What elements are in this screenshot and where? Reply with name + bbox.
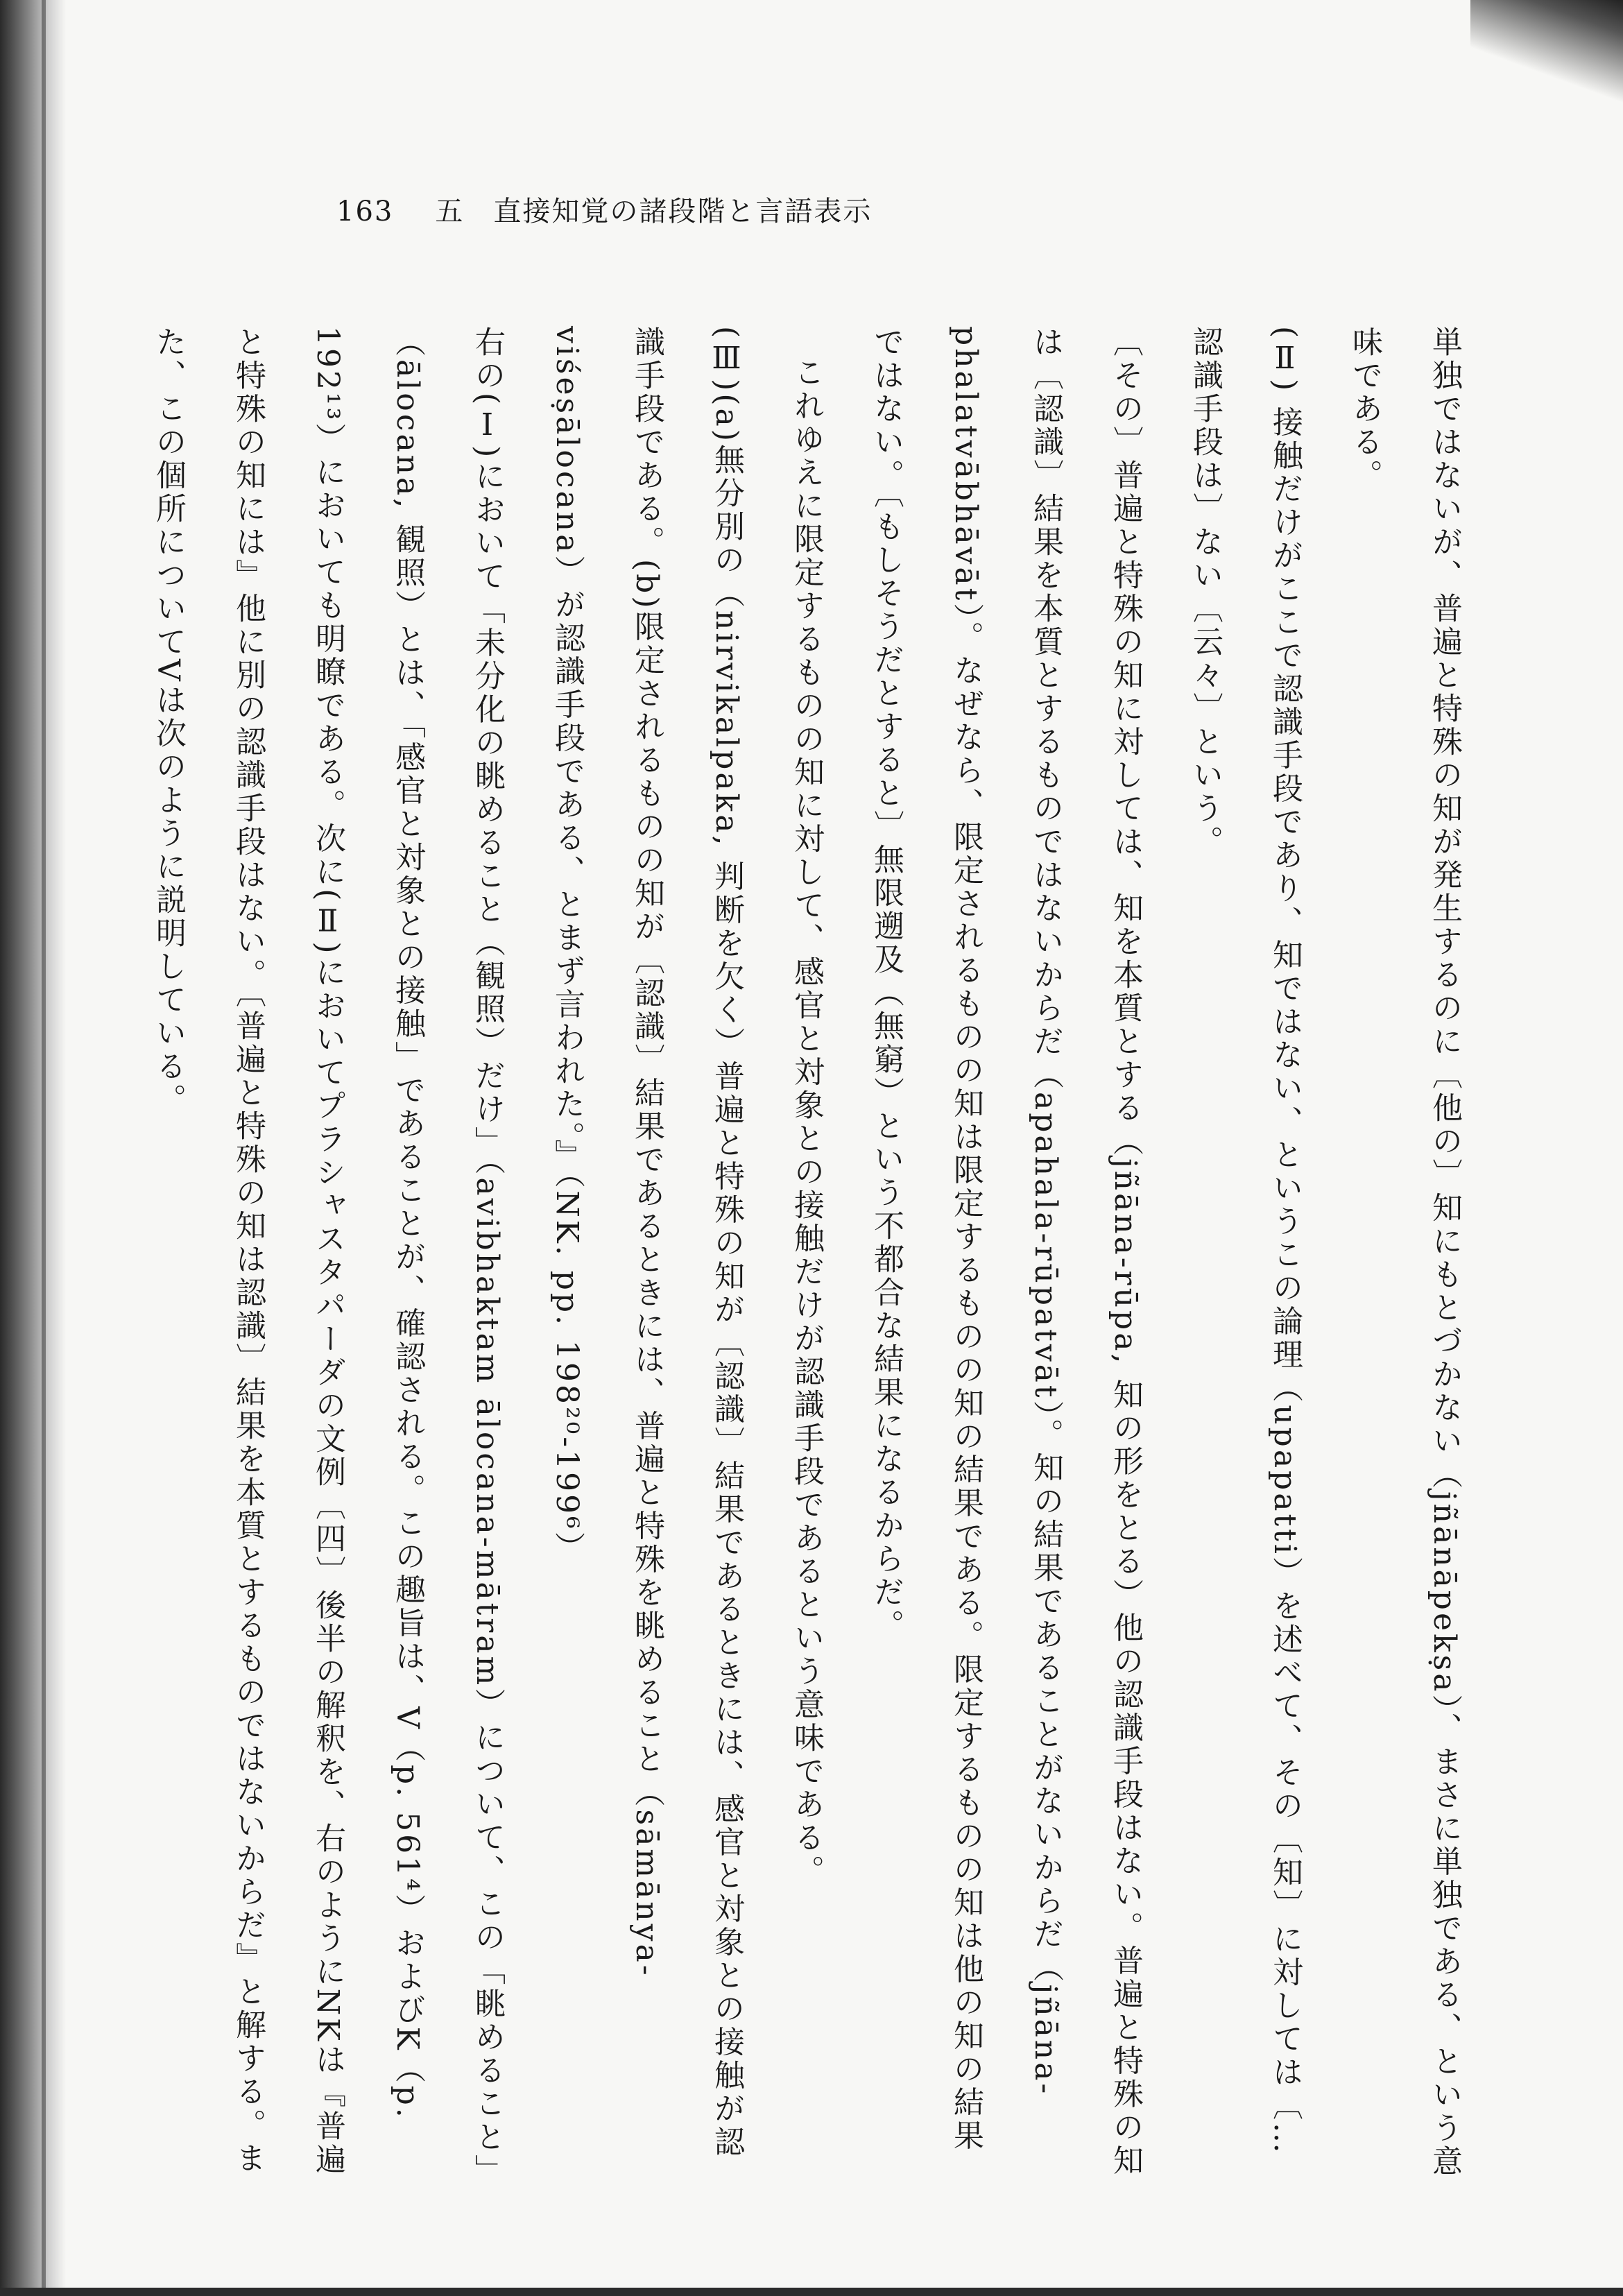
binding-line (42, 0, 46, 2296)
paragraph-4: これゆえに限定するものの知に対して、感官と対象との接触だけが認識手段であるという意味である。 (789, 357, 824, 1888)
scan-bottom-edge (0, 2288, 1623, 2296)
paragraph-5: (Ⅲ)(a)無分別の（nirvikalpaka, 判断を欠く）普遍と特殊の知が〔認識〕結果であるときには、感官と対象との接触が認識手段である。(b)限定されるものの知が〔認識〕結果であるときには、普遍と特殊を眺めること（sāmānya-viśeṣālocana）が認識手段である、とまず言われた。』（NK. pp. 198²⁰-199⁶） (549, 326, 744, 2159)
paragraph-6: 右の(Ⅰ)において「未分化の眺めること（観照）だけ」（avibhaktam ālocana-mātram）について、この「眺めること」（ālocana, 観照）とは、「感官と対象との接触」であることが、確認される。この趣旨は、V（p. 561⁴）およびK（p. 192¹³）においても明瞭である。次に(Ⅱ)においてプラシャスタパーダの文例〔四〕後半の解釈を、右のようにNKは『普遍と特殊の知には』他に別の認識手段はない。〔普遍と特殊の知は認識〕結果を本質とするものではないからだ』と解する。また、この個所についてVは次のように説明している。 (151, 326, 505, 2177)
corner-scan-shadow (1470, 0, 1623, 132)
paragraph-1: 単独ではないが、普遍と特殊の知が発生するのに〔他の〕知にもとづかない（jñānāpekṣa）、まさに単独である、という意味である。 (1347, 326, 1462, 2179)
running-head (336, 191, 872, 232)
vertical-text-block (151, 326, 1484, 2185)
chapter-title: 五 直接知覚の諸段階と言語表示 (435, 196, 873, 228)
paragraph-2: (Ⅱ) 接触だけがここで認識手段であり、知ではない、というこの論理（upapatti）を述べて、その〔知〕に対しては〔…認識手段は〕ない〔云々〕という。 (1187, 326, 1303, 2156)
paragraph-3: 〔その〕普遍と特殊の知に対しては、知を本質とする（jñāna-rūpa, 知の形をとる）他の認識手段はない。普遍と特殊の知は〔認識〕結果を本質とするものではないからだ（apahala-rūpatvāt）。知の結果であることがないからだ（jñāna-phalatvābhāvāt）。なぜなら、限定されるものの知は限定するものの知の結果である。限定するものの知は他の知の結果ではない。〔もしそうだとすると〕無限遡及（無窮）という不都合な結果になるからだ。 (868, 326, 1143, 2178)
page-body (151, 326, 1484, 2185)
page-number: 163 (336, 196, 394, 228)
binding-shadow (0, 0, 66, 2296)
